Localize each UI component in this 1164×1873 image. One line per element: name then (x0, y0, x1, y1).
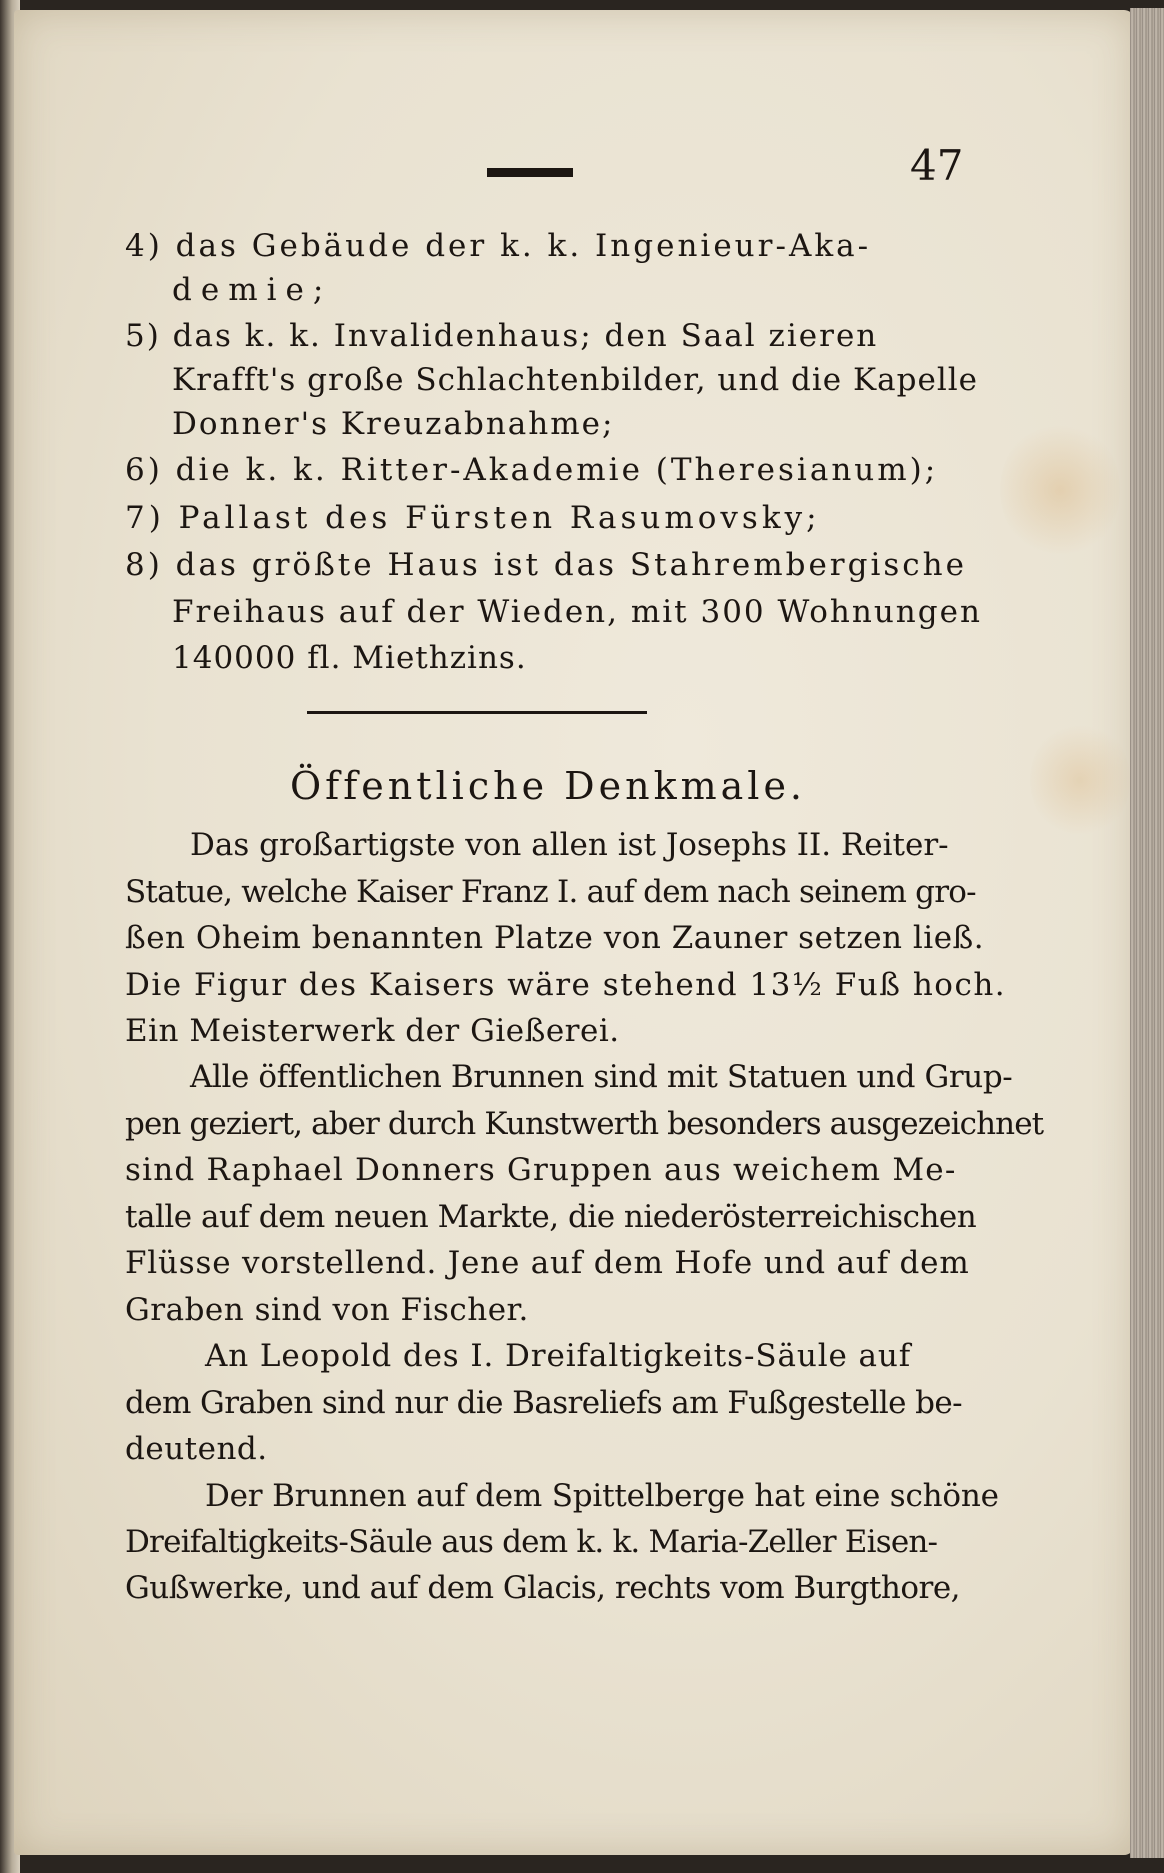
page-number: 47 (910, 141, 964, 190)
list-item-8-cont: Freihaus auf der Wieden, mit 300 Wohnungen (172, 594, 982, 630)
paragraph-line: Graben sind von Fischer. (125, 1292, 529, 1328)
paragraph-line: talle auf dem neuen Markte, die niederösterreichischen (125, 1199, 977, 1235)
paragraph-line: Dreifaltigkeits-Säule aus dem k. k. Maria-Zeller Eisen- (125, 1524, 938, 1560)
paragraph-line: dem Graben sind nur die Basreliefs am Fußgestelle be- (125, 1385, 963, 1421)
list-item-4: 4) das Gebäude der k. k. Ingenieur-Aka- (125, 228, 872, 264)
paragraph-line: Flüsse vorstellend. Jene auf dem Hofe und auf dem (125, 1245, 970, 1281)
paragraph-line: deutend. (125, 1431, 268, 1467)
header-rule (487, 168, 573, 177)
paragraph-line: Statue, welche Kaiser Franz I. auf dem nach seinem gro- (125, 874, 976, 910)
list-item-6: 6) die k. k. Ritter-Akademie (Theresianum); (125, 452, 939, 488)
paragraph-line: Das großartigste von allen ist Josephs II. Reiter- (190, 827, 949, 863)
paragraph-line: sind Raphael Donners Gruppen aus weichem Me- (125, 1152, 957, 1188)
list-item-5-cont: Krafft's große Schlachtenbilder, und die Kapelle (172, 362, 979, 398)
section-divider (307, 711, 647, 714)
list-item-4-cont: demie; (172, 272, 333, 308)
paragraph-line: Gußwerke, und auf dem Glacis, rechts vom Burgthore, (125, 1570, 961, 1606)
paragraph-line: Die Figur des Kaisers wäre stehend 13½ Fuß hoch. (125, 967, 1007, 1003)
section-heading: Öffentliche Denkmale. (290, 764, 807, 808)
paragraph-line: An Leopold des I. Dreifaltigkeits-Säule auf (205, 1338, 912, 1374)
list-item-5-cont: Donner's Kreuzabnahme; (172, 406, 615, 442)
paragraph-line: pen geziert, aber durch Kunstwerth besonders ausgezeichnet (125, 1106, 1044, 1142)
list-item-8-cont: 140000 fl. Miethzins. (172, 640, 527, 676)
paragraph-line: Alle öffentlichen Brunnen sind mit Statuen und Grup- (190, 1059, 1013, 1095)
list-item-8: 8) das größte Haus ist das Stahrembergische (125, 547, 967, 583)
paragraph-line: Ein Meisterwerk der Gießerei. (125, 1013, 620, 1049)
paragraph-line: Der Brunnen auf dem Spittelberge hat eine schöne (205, 1478, 999, 1514)
list-item-5: 5) das k. k. Invalidenhaus; den Saal zieren (125, 318, 879, 354)
paragraph-line: ßen Oheim benannten Platze von Zauner setzen ließ. (125, 920, 985, 956)
list-item-7: 7) Pallast des Fürsten Rasumovsky; (125, 500, 821, 536)
